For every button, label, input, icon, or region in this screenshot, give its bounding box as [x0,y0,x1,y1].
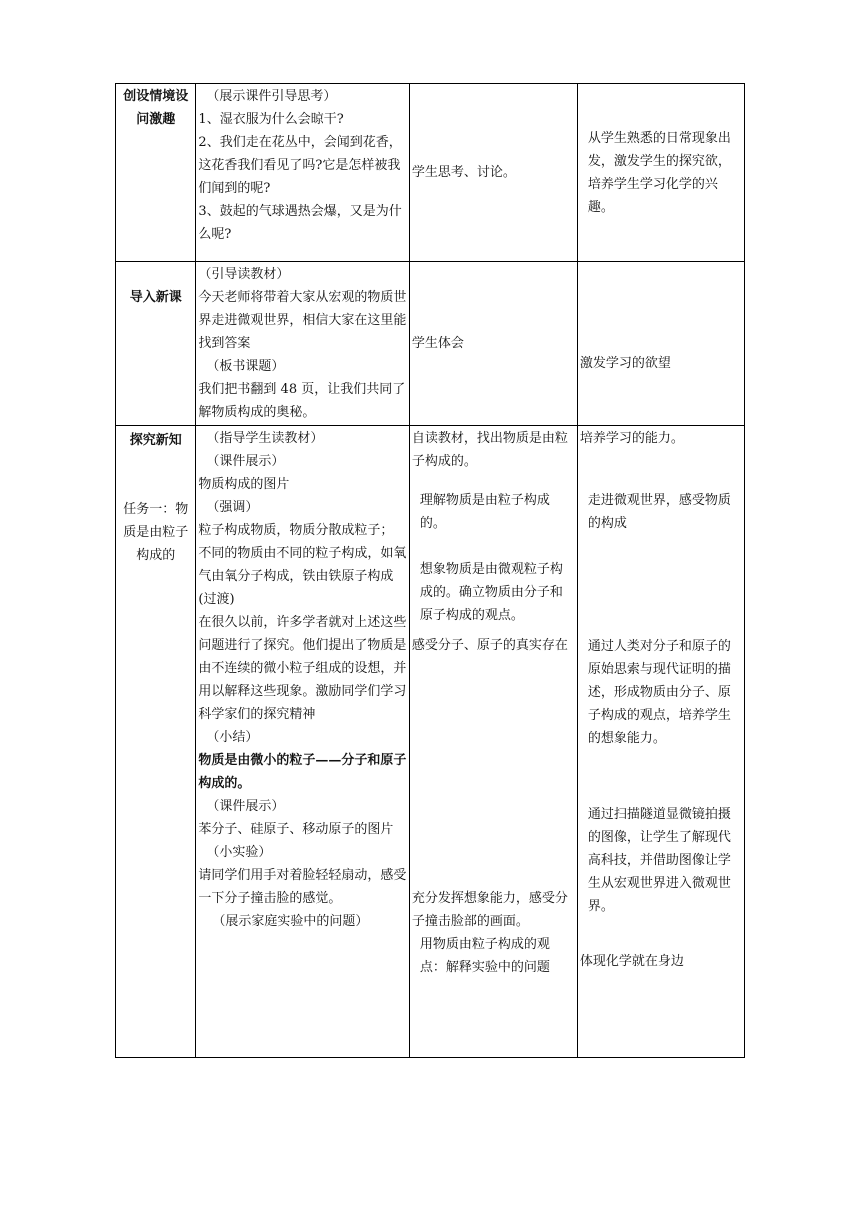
student-activity-text: 学生思考、讨论。 [411,165,516,180]
teacher-activity-cell [196,426,409,1058]
student-line: 自读教材，找出物质是由粒子构成的。 [411,431,568,469]
lesson-plan-table [115,83,745,1058]
teacher-summary-bold: 物质是由微小的粒子——分子和原子构成的。 [198,753,407,791]
teacher-line: 物质构成的图片 [198,477,290,492]
teacher-line: 1、湿衣服为什么会晾干? [198,112,344,127]
intent-line: 通过人类对分子和原子的原始思索与现代证明的描述，形成物质由分子、原子构成的观点，培养学生的想象能力。 [587,639,731,746]
student-activity-cell [409,262,577,426]
student-activity-cell [409,84,577,262]
teacher-line: 我们把书翻到 48 页，让我们共同了解物质构成的奥秘。 [198,382,406,420]
teacher-line: （小实验） [206,845,272,860]
teacher-line: （强调） [206,500,259,515]
teacher-line: 不同的物质由不同的粒子构成，如氧气由氧分子构成，铁由铁原子构成 [198,546,407,584]
stage-label: 创设情境设问激趣 [123,89,189,127]
intent-line: 体现化学就在身边 [579,954,684,969]
student-activity-cell [409,426,577,1058]
table-row [116,84,745,262]
teacher-line: （课件展示） [206,454,285,469]
intent-line: 培养学习的能力。 [579,431,684,446]
teacher-line: （板书课题） [206,359,285,374]
stage-label: 导入新课 [129,290,182,305]
design-intent-text: 激发学习的欲望 [579,355,671,371]
teacher-activity-cell [196,262,409,426]
teacher-line: 在很久以前，许多学者就对上述这些问题进行了探究。他们提出了物质是由不连续的微小粒子组成的设想，并用以解释这些现象。激励同学们学习科学家们的探究精神 [198,615,407,722]
student-line: 想象物质是由微观粒子构成的。确立物质由分子和原子构成的观点。 [419,562,563,623]
teacher-line: （小结） [206,730,259,745]
stage-cell [116,84,196,262]
teacher-line: （课件展示） [206,799,285,814]
stage-cell [116,262,196,426]
stage-label: 探究新知 [129,433,182,448]
teacher-line: 3、鼓起的气球遇热会爆，又是为什么呢? [198,204,402,242]
teacher-line: 请同学们用手对着脸轻轻扇动，感受一下分子撞击脸的感觉。 [198,868,407,906]
teacher-activity-cell [196,84,409,262]
teacher-line: 2、我们走在花丛中，会闻到花香，这花香我们看见了吗?它是怎样被我们闻到的呢? [198,135,402,196]
table-row [116,262,745,426]
design-intent-cell [577,84,744,262]
teacher-line: （展示课件引导思考） [206,89,337,104]
design-intent-cell [577,262,744,426]
student-activity-text: 学生体会 [411,336,464,351]
intent-line: 走进微观世界，感受物质的构成 [587,493,731,531]
teacher-line: （指导学生读教材） [206,431,324,446]
teacher-line: 今天老师将带着大家从宏观的物质世界走进微观世界，相信大家在这里能找到答案 [198,290,407,351]
teacher-line: （引导读教材） [198,267,290,282]
student-line: 用物质由粒子构成的观点：解释实验中的问题 [419,937,550,975]
student-line: 感受分子、原子的真实存在 [411,638,568,653]
stage-cell [116,426,196,1058]
teacher-line: (过渡) [198,592,235,607]
student-line: 充分发挥想象能力，感受分子撞击脸部的画面。 [411,891,568,929]
table-row [116,426,745,1058]
student-line: 理解物质是由粒子构成的。 [419,493,550,531]
stage-subtitle: 任务一：物质是由粒子构成的 [123,502,189,563]
design-intent-cell [577,426,744,1058]
intent-line: 通过扫描隧道显微镜拍摄的图像，让学生了解现代高科技，并借助图像让学生从宏观世界进入微观世界。 [587,807,731,914]
design-intent-text: 从学生熟悉的日常现象出发，激发学生的探究欲，培养学生学习化学的兴趣。 [587,130,731,215]
teacher-line: 苯分子、硅原子、移动原子的图片 [198,822,394,837]
teacher-line: 粒子构成物质，物质分散成粒子； [198,523,394,538]
teacher-line: （展示家庭实验中的问题） [212,914,369,929]
